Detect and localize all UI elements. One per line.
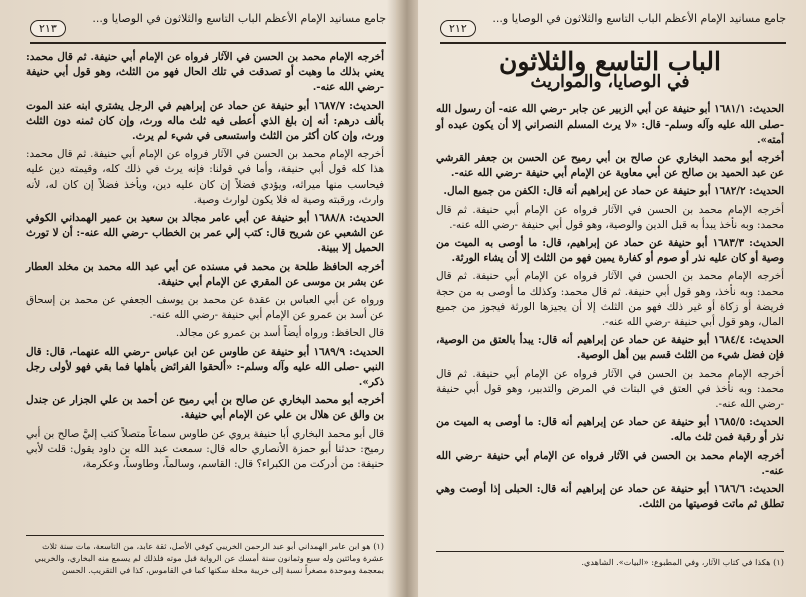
paragraph: قال الحافظ: ورواه أيضاً أسد بن عمرو عن مجالد.	[175, 327, 384, 340]
paragraph: أخرجه الإمام محمد بن الحسن في الآثار فرواه عن الإمام أبي حنيفة. ثم قال محمد: وبه نأخذ في العتق في البتات في المرض والتدبير، وهو قول أبي حنيفة -رضي الله عنه-.	[436, 367, 784, 411]
page-number: ٢١٢	[440, 20, 476, 37]
hadith-paragraph: الحديث: ١٦٨٢/٢ أبو حنيفة عن حماد عن إبراهيم أنه قال: الكفن من جميع المال.	[443, 185, 784, 198]
hadith-paragraph: الحديث: ١٦٨٧/٧ أبو حنيفة عن حماد عن إبراهيم في الرجل يشتري ابنه عند الموت بألف درهم: أنه إن بلغ الذي أعطى فيه ثلث ماله ورث، وإن كان ثمنه دون الثلث ورث، وإن كان أكثر من الثلث واستسعى في شيء لم يرث.	[26, 99, 384, 143]
paragraph: ورواه عن أبي العباس بن عقدة عن محمد بن يوسف الجعفي عن محمد بن إسحاق عن أسد بن عمرو عن الإمام أبي حنيفة -رضي الله عنه-.	[26, 294, 384, 322]
paragraph: أخرجه الإمام محمد بن الحسن في الآثار فرواه عن الإمام أبي حنيفة. ثم قال محمد: وبه نأخذ يبدأ به قبل الدين والوصية، وهو قول أبي حنيفة -رضي الله عنه-.	[436, 203, 784, 231]
book-gutter	[396, 0, 418, 597]
left-page	[8, 0, 396, 597]
page-body	[436, 47, 784, 515]
hadith-paragraph: الحديث: ١٦٨٣/٣ أبو حنيفة عن حماد عن إبراهيم، قال: ما أوصى به الميت من وصية أو كان عليه نذر أو صوم أو كفارة يمين فهو من الثلث إلا أن يشاء الورثة.	[436, 237, 784, 265]
paragraph: أخرجه أبو محمد البخاري عن صالح بن أبي رميح عن الحسن بن جعفر القرشي عن عبد الحميد بن صالح عن أبي معاوية عن الإمام أبي حنيفة -رضي الله عنه-.	[436, 152, 784, 180]
hadith-paragraph: الحديث: ١٦٨٩/٩ أبو حنيفة عن طاوس عن ابن عباس -رضي الله عنهما-، قال: قال النبي -صلى الله عليه وآله وسلم-: «ألحقوا الفرائض بأهلها فما بقي فهو لأولى رجل ذكر».	[26, 345, 384, 389]
page-body	[26, 50, 384, 475]
page-header	[30, 8, 386, 44]
footnote: (١) هو ابن عامر الهمداني أبو عبد الرحمن الخريبي كوفي الأصل، ثقة عابد، من التاسعة، مات سنة ثلاث عشرة ومائتين وله سبع وثمانون سنة أمسك عن الرواية قبل موته فلذلك لم يسمع منه البخاري، والخريبي بمعجمة وموحدة مصغراً نسبة إلى خريبة محلة سكنها كما في القاموس، كذا في التقريب. الحسن	[26, 535, 384, 576]
hadith-paragraph: الحديث: ١٦٨١/١ أبو حنيفة عن أبي الزبير عن جابر -رضي الله عنه- أن رسول الله -صلى الله عليه وآله وسلم- قال: «لا يرث المسلم النصراني إلا أن يكون عبده أو أمته».	[436, 103, 784, 146]
page-header	[440, 8, 786, 44]
chapter-title: الباب التاسع والثلاثون	[499, 47, 721, 76]
paragraph: قال أبو محمد البخاري أبا حنيفة يروي عن طاوس سماعاً متصلاً كتب إليَّ صالح بن أبي رميح: حدثنا أبو حمزة الأنصاري حاله قال: سمعت عبد الله بن داود يقول: قلت لأبي حنيفة: من أدركت من الكبراء؟ قال: القاسم، وسالماً، وطاوساً، وعكرمة،	[26, 427, 384, 471]
paragraph: أخرجه الإمام محمد بن الحسن في الآثار فرواه عن الإمام أبي حنيفة. ثم قال محمد: يعني بذلك ما وهبت أو تصدقت في تلك الحال فهو من الثلث، وهو قول أبي حنيفة -رضي الله عنه-.	[26, 51, 384, 94]
hadith-paragraph: الحديث: ١٦٨٥/٥ أبو حنيفة عن حماد عن إبراهيم أنه قال: ما أوصى به الميت من نذر أو رقبة فمن ثلث ماله.	[436, 416, 784, 444]
running-header: جامع مسانيد الإمام الأعظم الباب التاسع والثلاثون في الوصايا و...	[492, 12, 786, 25]
right-page	[418, 0, 796, 597]
running-header: جامع مسانيد الإمام الأعظم الباب التاسع والثلاثون في الوصايا و...	[92, 12, 386, 25]
paragraph: أخرجه الحافظ طلحة بن محمد في مسنده عن أبي عبد الله محمد بن مخلد العطار عن بشر بن موسى عن المقري عن الإمام أبي حنيفة.	[26, 260, 384, 288]
paragraph: أخرجه أبو محمد البخاري عن صالح بن أبي رميح عن أحمد بن علي الجزار عن جندل بن والق عن هلال بن علي عن الإمام أبي حنيفة.	[26, 394, 384, 422]
paragraph: أخرجه الإمام محمد بن الحسن في الآثار فرواه عن الإمام أبي حنيفة. ثم قال محمد: وبه نأخذ، وهو قول أبي حنيفة. ثم قال محمد: وكذلك ما أوصى به من حجة فريضة أو زكاة أو غير ذلك فهو من الثلث إلا أن يجيزها الورثة فيجوز من جميع المال، وهو قول أبي حنيفة -رضي الله عنه-.	[436, 270, 784, 329]
paragraph: أخرجه الإمام محمد بن الحسن في الآثار فرواه عن الإمام أبي حنيفة -رضي الله عنه-.	[436, 449, 784, 477]
paragraph: أخرجه الإمام محمد بن الحسن في الآثار فرواه عن الإمام أبي حنيفة. ثم قال محمد: هذا كله قول أبي حنيفة، وأما في قولنا: فإنه يرث في ذلك كله، وقيمته دين عليه فيحاسب منها ميراثه، ويؤدي فضلاً إن كان عليه دين، ويأخذ فضلاً إن كان له، لأنه وارث، ورقبته وصية له فلا يكون لوارث وصية.	[26, 148, 384, 206]
hadith-paragraph: الحديث: ١٦٨٨/٨ أبو حنيفة عن أبي عامر مجالد بن سعيد بن عمير الهمداني الكوفي عن الشعبي عن شريح قال: كتب إلي عمر بن الخطاب -رضي الله عنه-: أن لا تورث الحميل إلا ببينة.	[26, 212, 384, 255]
chapter-subtitle: في الوصايا، والمواريث	[530, 72, 690, 93]
hadith-paragraph: الحديث: ١٦٨٤/٤ أبو حنيفة عن حماد عن إبراهيم أنه قال: يبدأ بالعتق من الوصية، فإن فضل شيء من الثلث قسم بين أهل الوصية.	[436, 334, 784, 362]
footnote: (١) هكذا في كتاب الآثار، وفي المطبوع: «البيات». الشاهدي.	[436, 551, 784, 568]
hadith-paragraph: الحديث: ١٦٨٦/٦ أبو حنيفة عن حماد عن إبراهيم أنه قال: الحبلى إذا أوصت وهي تطلق ثم ماتت فوصيتها من الثلث.	[436, 483, 784, 511]
page-number: ٢١٣	[30, 20, 66, 37]
